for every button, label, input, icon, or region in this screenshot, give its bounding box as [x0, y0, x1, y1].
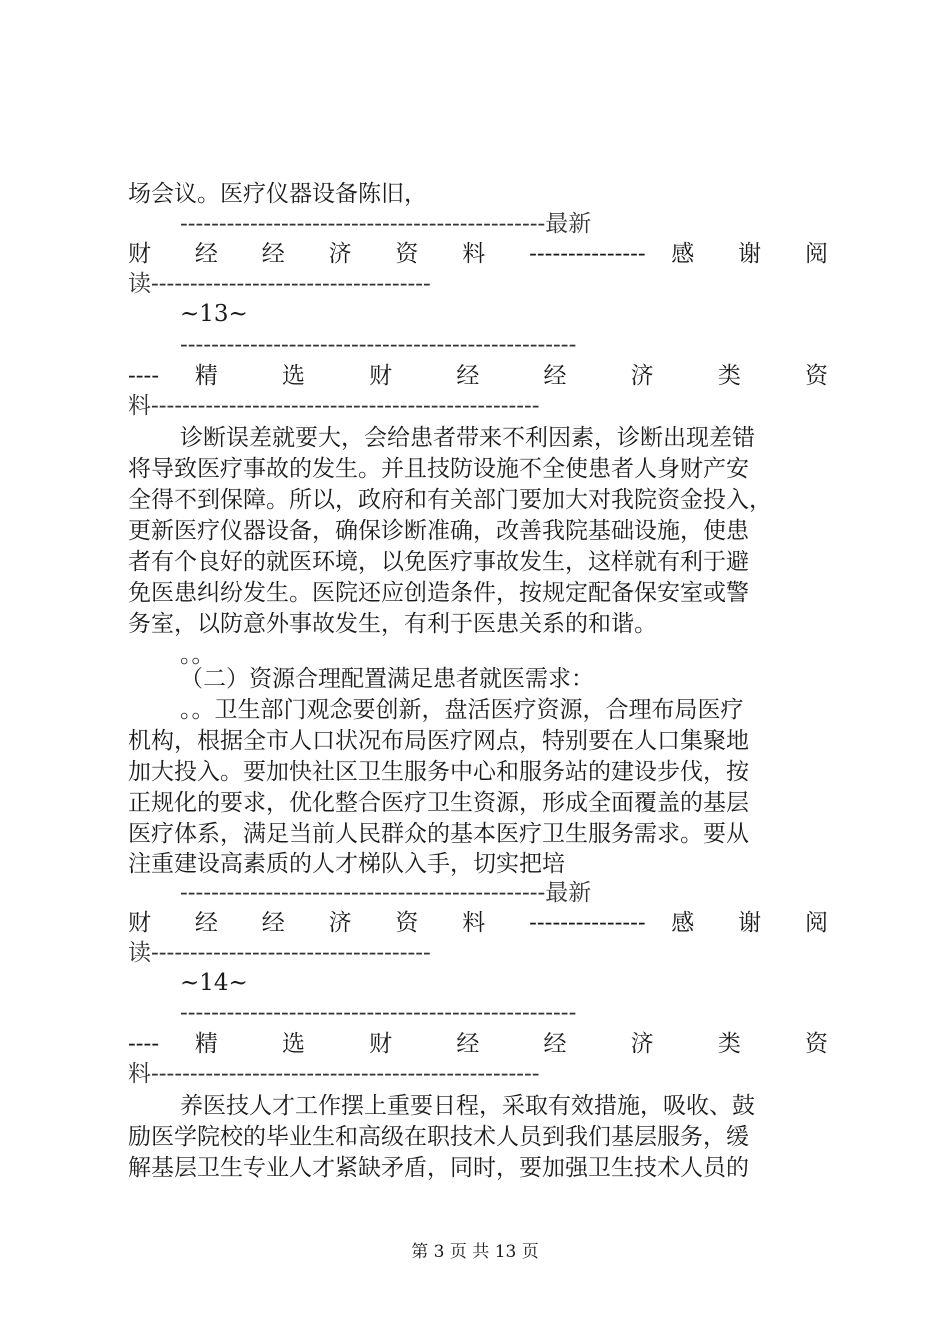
page-marker: ~13~ [180, 301, 248, 327]
page-marker: ~14~ [180, 970, 248, 996]
separator-line: 读------------------------------------ [128, 271, 431, 297]
separator-line: --------------------------------------------------- [180, 1000, 577, 1026]
banner-line: 财 经 经 济 资 料 --------------- 感 谢 阅 [128, 241, 828, 267]
paragraph-line: 将导致医疗事故的发生。并且技防设施不全使患者人身财产安 [128, 456, 749, 482]
paragraph-line: 正规化的要求，优化整合医疗卫生资源，形成全面覆盖的基层 [128, 790, 749, 816]
paragraph-line: 解基层卫生专业人才紧缺矛盾，同时，要加强卫生技术人员的 [128, 1155, 749, 1181]
paragraph-line: 务室，以防意外事故发生，有利于医患关系的和谐。 [128, 611, 657, 637]
paragraph-line: 养医技人才工作摆上重要日程，采取有效措施，吸收、鼓 [180, 1093, 755, 1119]
banner-line: 财 经 经 济 资 料 --------------- 感 谢 阅 [128, 910, 828, 936]
paragraph-line: 励医学院校的毕业生和高级在职技术人员到我们基层服务，缓 [128, 1124, 749, 1150]
paragraph-line: 全得不到保障。所以，政府和有关部门要加大对我院资金投入， [128, 487, 772, 513]
paragraph-line: 诊断误差就要大，会给患者带来不利因素，诊断出现差错 [180, 425, 755, 451]
separator-line: 料-------------------------------------------------- [128, 1061, 540, 1087]
paragraph-line: 。。卫生部门观念要创新，盘活医疗资源，合理布局医疗 [180, 697, 744, 723]
separator-line: --------------------------------------------------- [180, 332, 577, 358]
paragraph-line: 医疗体系，满足当前人民群众的基本医疗卫生服务需求。要从 [128, 821, 749, 847]
separator-line: 读------------------------------------ [128, 940, 431, 966]
separator-line: 料-------------------------------------------------- [128, 393, 540, 419]
paragraph-line: 加大投入。要加快社区卫生服务中心和服务站的建设步伐，按 [128, 759, 749, 785]
paragraph-line: 者有个良好的就医环境，以免医疗事故发生，这样就有利于避 [128, 549, 749, 575]
banner-line: ---- 精 选 财 经 经 济 类 资 [128, 363, 828, 389]
paragraph-line: 注重建设高素质的人才梯队入手，切实把培 [128, 851, 565, 877]
separator-line: -----------------------------------------------最新 [180, 211, 592, 237]
paragraph-line: 免医患纠纷发生。医院还应创造条件，按规定配备保安室或警 [128, 580, 749, 606]
paragraph-line: 机构，根据全市人口状况布局医疗网点，特别要在人口集聚地 [128, 728, 749, 754]
paragraph-line: 更新医疗仪器设备，确保诊断准确，改善我院基础设施，使患 [128, 518, 749, 544]
section-heading: （二）资源合理配置满足患者就医需求： [180, 666, 594, 692]
page-footer: 第 3 页 共 13 页 [411, 1242, 539, 1262]
separator-line: -----------------------------------------------最新 [180, 880, 592, 906]
paragraph-line: 。。 [180, 642, 215, 668]
banner-line: ---- 精 选 财 经 经 济 类 资 [128, 1031, 828, 1057]
text-line: 场会议。医疗仪器设备陈旧， [128, 181, 427, 207]
